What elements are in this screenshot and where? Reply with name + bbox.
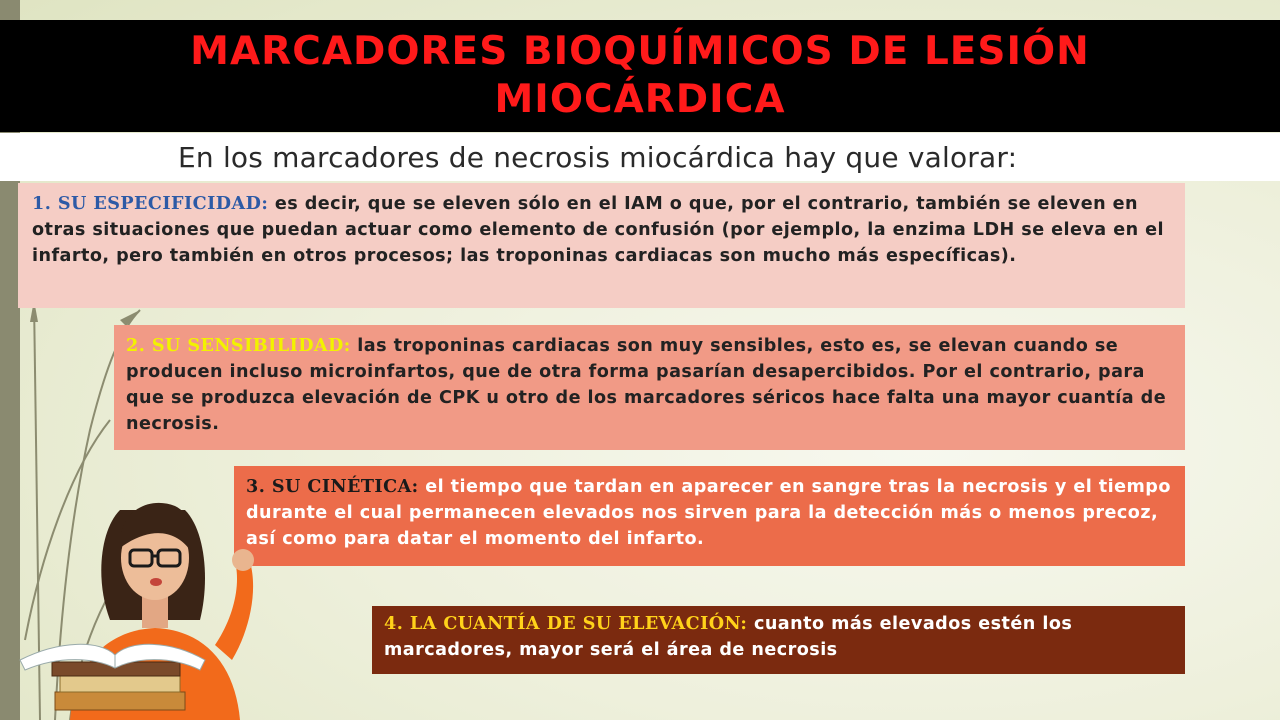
item-elevation-amount — [372, 606, 1185, 674]
item-kinetics-text: el tiempo que tardan en aparecer en sangre tras la necrosis y el tiempo durante el cual permanecen elevados nos sirven para la detección más o menos precoz, así como para datar el momento del infarto. — [246, 477, 1171, 549]
item-sensitivity — [114, 325, 1185, 450]
item-specificity-heading: 1. SU ESPECIFICIDAD: — [32, 193, 269, 214]
item-specificity-text: es decir, que se eleven sólo en el IAM o que, por el contrario, también se eleven en otras situaciones que puedan actuar como elemento de confusión (por ejemplo, la enzima LDH se eleva en el infarto, pero también en otros procesos; las troponinas cardiacas son mucho más específicas). — [32, 194, 1165, 266]
item-sensitivity-heading: 2. SU SENSIBILIDAD: — [126, 335, 351, 356]
item-elevation-amount-text: cuanto más elevados estén los marcadores, mayor será el área de necrosis — [384, 614, 1073, 660]
item-specificity — [18, 183, 1185, 308]
slide-title: MARCADORES BIOQUÍMICOS DE LESIÓN MIOCÁRDICA — [190, 29, 1090, 122]
item-sensitivity-text: las troponinas cardiacas son muy sensibles, esto es, se elevan cuando se producen incluso microinfartos, que de otra forma pasarían desapercibidos. Por el contrario, para que se produzca elevación de CPK u otro de los marcadores séricos hace falta una mayor cuantía de necrosis. — [126, 336, 1167, 434]
item-kinetics-heading: 3. SU CINÉTICA: — [246, 476, 419, 497]
subtitle-bar — [0, 133, 1280, 181]
title-bar — [0, 20, 1280, 132]
item-kinetics — [234, 466, 1185, 566]
slide-subtitle: En los marcadores de necrosis miocárdica hay que valorar: — [178, 140, 1018, 174]
student-with-books-image — [0, 470, 280, 720]
item-elevation-amount-heading: 4. LA CUANTÍA DE SU ELEVACIÓN: — [384, 613, 748, 634]
